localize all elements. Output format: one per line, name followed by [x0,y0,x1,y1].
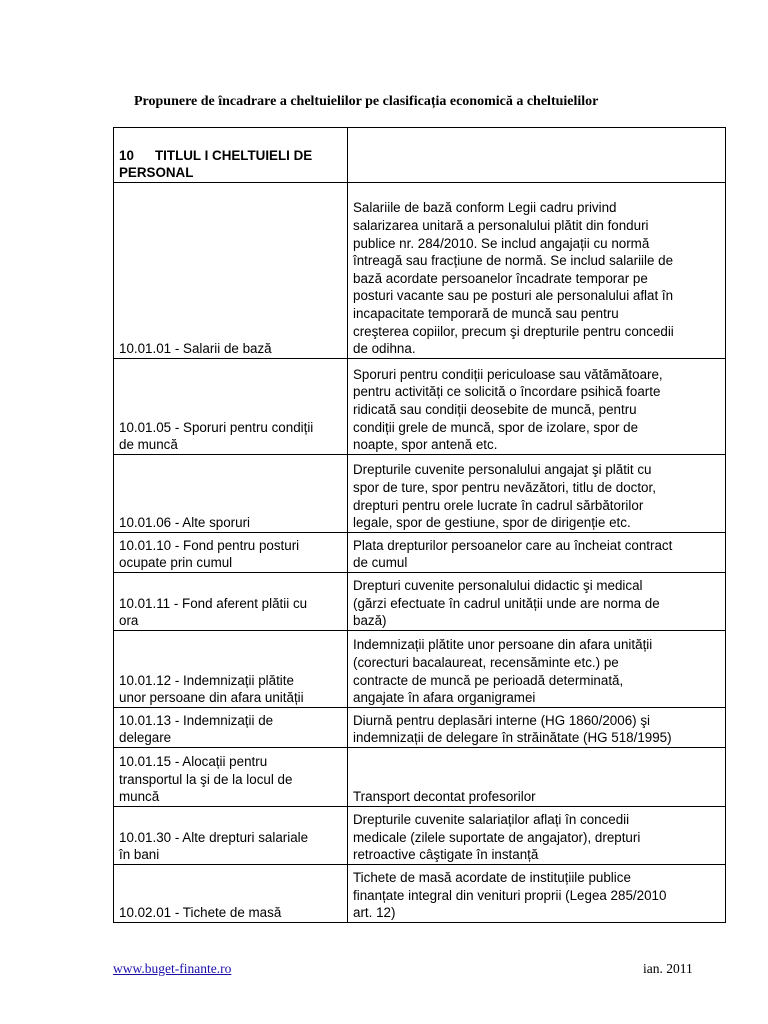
row-item: 10.01.13 - Indemnizații de delegare [114,707,348,747]
row-item: 10.01.15 - Alocații pentru transportul la şi de la locul de muncă [114,747,348,806]
table-row [114,707,726,747]
row-item: 10.01.11 - Fond aferent plătii cu ora [114,572,348,630]
row-description: Indemnizații plătite unor persoane din afara unității (corecturi bacalaureat, recensăminte etc.) pe contracte de muncă pe perioadă determinată, angajate în afara organigramei [348,630,726,707]
chapter-title: TITLUL I CHELTUIELI DE PERSONAL [119,147,313,181]
row-item: 10.02.01 - Tichete de masă [114,864,348,922]
chapter-code: 10 [119,147,134,163]
table-header-row [114,128,726,183]
row-description: Sporuri pentru condiții periculoase sau vătămătoare, pentru activități ce solicită o încordare psihică foarte ridicată sau condiții deosebite de muncă, pentru condiții grele de muncă, spor de izolare, spor de noapte, spor antenă etc. [348,358,726,454]
table-row [114,572,726,630]
row-description: Salariile de bază conform Legii cadru privind salarizarea unitară a personalului plătit din fonduri publice nr. 284/2010. Se includ angajații cu normă întreagă sau fracțiune de normă. Se includ salariile de bază acordate persoanelor încadrate temporar pe posturi vacante sau pe posturi ale personalului aflat în incapacitate temporară de muncă sau pentru creşterea copiilor, precum şi drepturile pentru concedii de odihna. [348,182,726,358]
table-row [114,182,726,358]
footer-date: ian. 2011 [643,961,693,976]
row-description: Tichete de masă acordate de instituțiile publice finanțate integral din venituri proprii (Legea 285/2010 art. 12) [348,864,726,922]
row-description: Transport decontat profesorilor [348,747,726,806]
table-row [114,630,726,707]
table-row [114,454,726,532]
expense-classification-table [113,127,726,923]
table-row [114,532,726,572]
table-header-cell [114,128,348,183]
table-row [114,358,726,454]
table-header-description [348,128,726,183]
row-item: 10.01.05 - Sporuri pentru condiții de muncă [114,358,348,454]
row-description: Diurnă pentru deplasări interne (HG 1860/2006) şi indemnizații de delegare în străinătate (HG 518/1995) [348,707,726,747]
row-item: 10.01.12 - Indemnizații plătite unor persoane din afara unității [114,630,348,707]
row-item: 10.01.06 - Alte sporuri [114,454,348,532]
table-row [114,747,726,806]
table-row [114,864,726,922]
row-item: 10.01.01 - Salarii de bază [114,182,348,358]
table-row [114,806,726,864]
row-description: Plata drepturilor persoanelor care au încheiat contract de cumul [348,532,726,572]
footer-website-link[interactable]: www.buget-finante.ro [113,961,232,976]
row-description: Drepturi cuvenite personalului didactic şi medical (gărzi efectuate în cadrul unității unde are norma de bază) [348,572,726,630]
row-item: 10.01.10 - Fond pentru posturi ocupate prin cumul [114,532,348,572]
row-description: Drepturile cuvenite salariaților aflați în concedii medicale (zilele suportate de angajator), drepturi retroactive câştigate în instanță [348,806,726,864]
document-title: Propunere de încadrare a cheltuielilor pe clasificația economică a cheltuielilor [134,94,599,109]
row-item: 10.01.30 - Alte drepturi salariale în bani [114,806,348,864]
row-description: Drepturile cuvenite personalului angajat şi plătit cu spor de ture, spor pentru nevăzători, titlu de doctor, drepturi pentru orele lucrate în cadrul sărbătorilor legale, spor de gestiune, spor de dirigenție etc. [348,454,726,532]
